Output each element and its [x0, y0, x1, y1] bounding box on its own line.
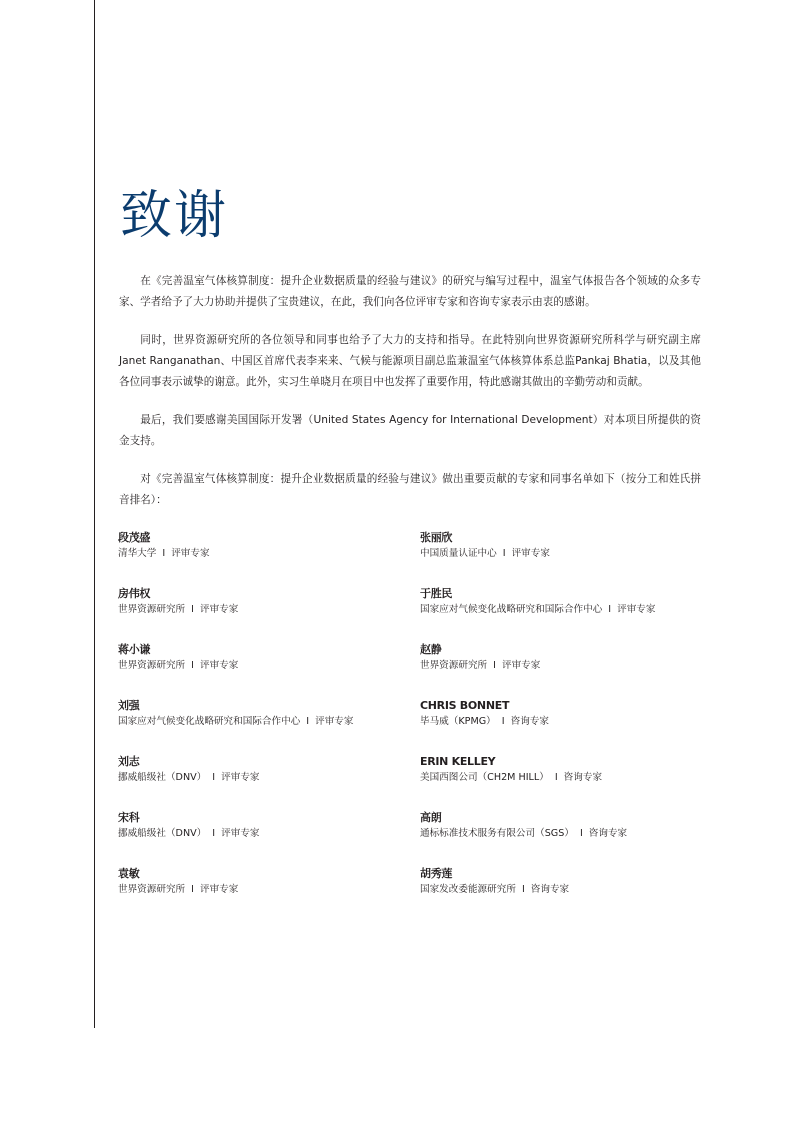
contributor-affiliation: [420, 826, 720, 842]
contributor-affiliation: [420, 882, 720, 898]
separator: I: [502, 548, 506, 559]
separator: I: [306, 716, 310, 727]
contributors-column-left: [118, 530, 418, 922]
separator: I: [191, 660, 194, 671]
contributor-role: 咨询专家: [563, 772, 603, 783]
contributor-entry: [420, 754, 720, 810]
contributor-entry: [420, 810, 720, 866]
contributor-name: 于胜民: [420, 587, 453, 600]
contributor-entry: [118, 642, 418, 698]
margin-rule: [94, 0, 95, 1028]
contributor-name: ERIN KELLEY: [420, 755, 496, 768]
paragraph: 在《完善温室气体核算制度：提升企业数据质量的经验与建议》的研究与编写过程中，温室气体报告各个领域的众多专家、学者给予了大力协助并提供了宝贵建议，在此，我们向各位评审专家和咨询专家表示由衷的感谢。: [119, 275, 701, 308]
contributors-column-right: [420, 530, 720, 922]
separator: I: [554, 772, 558, 783]
separator: I: [579, 828, 583, 839]
contributor-role: 评审专家: [511, 548, 550, 559]
separator: I: [212, 828, 216, 839]
contributor-organization: 世界资源研究所: [118, 604, 186, 615]
contributor-affiliation: [420, 658, 720, 674]
contributor-entry: [118, 810, 418, 866]
contributor-role: 评审专家: [315, 716, 354, 727]
contributor-role: 咨询专家: [530, 884, 570, 895]
contributor-affiliation: [118, 770, 418, 786]
contributor-affiliation: [118, 602, 418, 618]
contributor-role: 评审专家: [200, 660, 239, 671]
contributor-role: 评审专家: [221, 772, 260, 783]
contributor-name: 袁敏: [118, 867, 140, 880]
contributor-name: 段茂盛: [118, 531, 151, 544]
contributor-entry: [420, 530, 720, 586]
separator: I: [162, 548, 166, 559]
contributor-role: 评审专家: [200, 884, 239, 895]
contributor-organization: 挪威船级社（DNV）: [118, 772, 207, 783]
contributor-entry: [118, 698, 418, 754]
acknowledgement-text: [119, 271, 701, 528]
contributor-organization: 世界资源研究所: [118, 660, 186, 671]
contributor-organization: 国家应对气候变化战略研究和国际合作中心: [420, 604, 603, 615]
paragraph: 同时，世界资源研究所的各位领导和同事也给予了大力的支持和指导。在此特别向世界资源研究所科学与研究副主席Janet Ranganathan、中国区首席代表李来来、气候与能源项目副总监兼温室气体核算体系总监Pankaj Bhatia，以及其他各位同事表示诚挚的谢意。此外，实习生单晓月在项目中也发挥了重要作用，特此感谢其做出的辛勤劳动和贡献。: [119, 334, 701, 388]
contributor-entry: [420, 698, 720, 754]
contributor-entry: [118, 586, 418, 642]
contributor-affiliation: [420, 546, 720, 562]
contributor-name: 张丽欣: [420, 531, 453, 544]
contributor-organization: 通标标准技术服务有限公司（SGS）: [420, 828, 574, 839]
contributor-entry: [420, 866, 720, 922]
contributor-name: 宋科: [118, 811, 140, 824]
contributor-affiliation: [420, 714, 720, 730]
contributor-name: 赵静: [420, 643, 442, 656]
contributor-organization: 挪威船级社（DNV）: [118, 828, 207, 839]
contributor-organization: 美国西图公司（CH2M HILL）: [420, 772, 549, 783]
contributor-affiliation: [420, 602, 720, 618]
separator: I: [212, 772, 216, 783]
contributor-organization: 清华大学: [118, 548, 157, 559]
contributor-affiliation: [118, 658, 418, 674]
contributor-affiliation: [118, 546, 418, 562]
paragraph: 最后，我们要感谢美国国际开发署（United States Agency for International Development）对本项目所提供的资金支持。: [119, 414, 701, 447]
contributor-name: 刘志: [118, 755, 140, 768]
contributor-affiliation: [420, 770, 720, 786]
contributor-role: 评审专家: [171, 548, 210, 559]
contributor-role: 咨询专家: [588, 828, 628, 839]
contributor-name: 蒋小谦: [118, 643, 151, 656]
contributor-organization: 世界资源研究所: [118, 884, 186, 895]
contributor-role: 评审专家: [221, 828, 260, 839]
contributor-entry: [118, 754, 418, 810]
contributor-name: 房伟权: [118, 587, 151, 600]
contributor-affiliation: [118, 714, 418, 730]
separator: I: [191, 604, 194, 615]
paragraph: 对《完善温室气体核算制度：提升企业数据质量的经验与建议》做出重要贡献的专家和同事名单如下（按分工和姓氏拼音排名）：: [119, 473, 701, 506]
contributor-organization: 毕马威（KPMG）: [420, 716, 496, 727]
contributor-role: 咨询专家: [510, 716, 549, 727]
contributor-entry: [118, 866, 418, 922]
contributor-name: 高朗: [420, 811, 442, 824]
contributor-affiliation: [118, 882, 418, 898]
separator: I: [493, 660, 496, 671]
contributor-organization: 国家应对气候变化战略研究和国际合作中心: [118, 716, 301, 727]
separator: I: [501, 716, 505, 727]
contributor-role: 评审专家: [502, 660, 541, 671]
contributor-name: CHRIS BONNET: [420, 699, 510, 712]
contributor-organization: 世界资源研究所: [420, 660, 488, 671]
contributor-role: 评审专家: [617, 604, 656, 615]
separator: I: [521, 884, 525, 895]
contributor-organization: 中国质量认证中心: [420, 548, 497, 559]
separator: I: [608, 604, 612, 615]
contributor-name: 刘强: [118, 699, 140, 712]
contributor-organization: 国家发改委能源研究所: [420, 884, 516, 895]
contributor-entry: [420, 586, 720, 642]
contributor-name: 胡秀莲: [420, 867, 453, 880]
contributor-entry: [420, 642, 720, 698]
page-title: 致谢: [120, 185, 229, 246]
contributor-affiliation: [118, 826, 418, 842]
contributor-role: 评审专家: [200, 604, 239, 615]
separator: I: [191, 884, 194, 895]
contributor-entry: [118, 530, 418, 586]
